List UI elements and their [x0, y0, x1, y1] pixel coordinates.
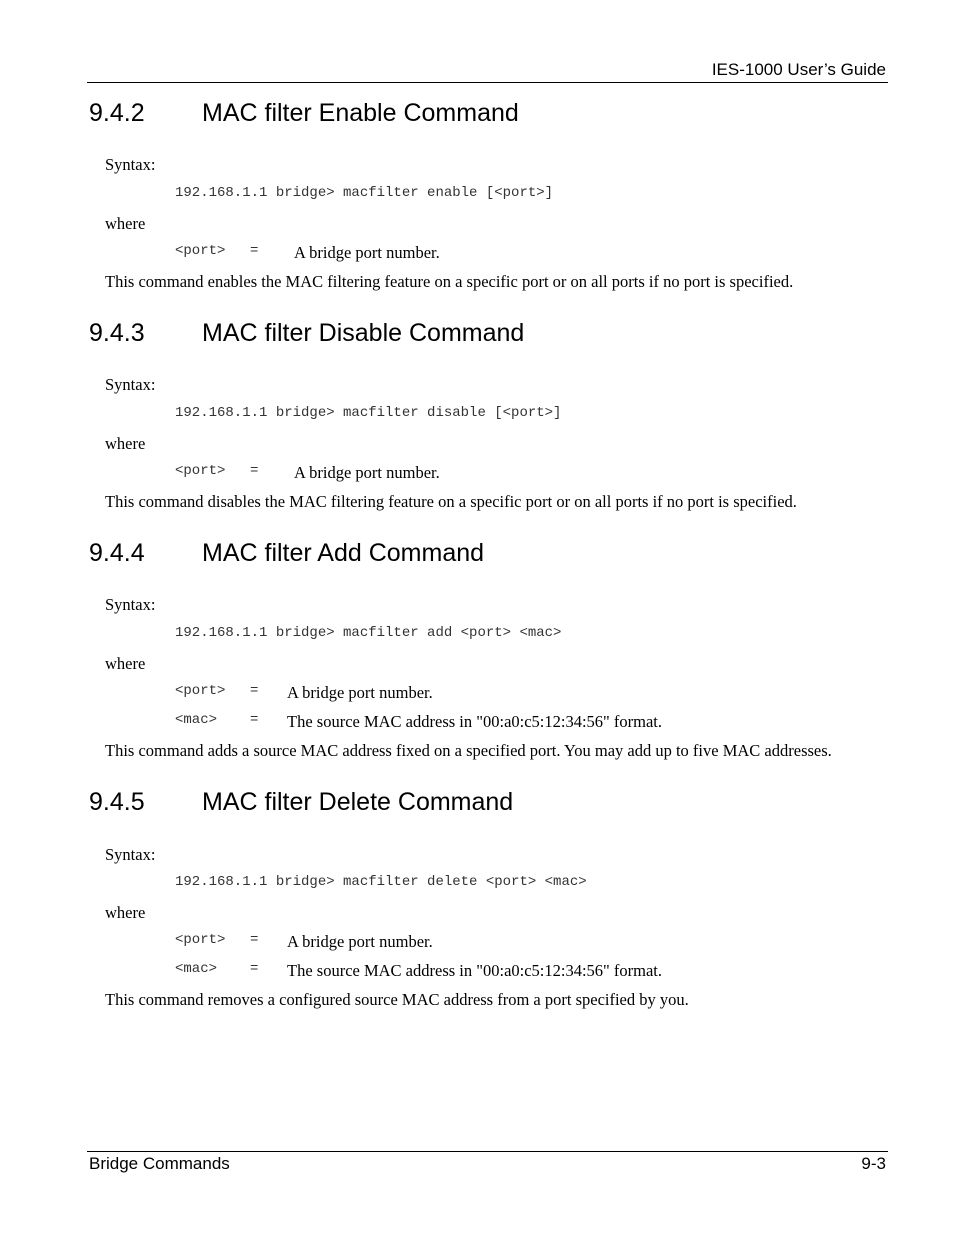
section-number: 9.4.2: [89, 99, 145, 127]
param-description: A bridge port number.: [287, 683, 433, 702]
section-description: This command removes a configured source MAC address from a port specified by you.: [105, 990, 689, 1009]
where-label: where: [105, 903, 146, 922]
syntax-command: 192.168.1.1 bridge> macfilter enable [<port>]: [175, 185, 554, 201]
section-title: MAC filter Disable Command: [202, 319, 525, 347]
where-label: where: [105, 654, 146, 673]
section-description: This command adds a source MAC address fixed on a specified port. You may add up to five MAC addresses.: [105, 741, 832, 760]
param-equals: =: [250, 683, 259, 699]
param-description: A bridge port number.: [294, 243, 440, 262]
section-description: This command enables the MAC filtering feature on a specific port or on all ports if no port is specified.: [105, 272, 794, 291]
guide-title: IES-1000 User’s Guide: [711, 60, 886, 79]
syntax-command: 192.168.1.1 bridge> macfilter delete <port> <mac>: [175, 874, 587, 890]
syntax-label: Syntax:: [105, 155, 156, 174]
param-name: <port>: [175, 243, 226, 259]
param-equals: =: [250, 463, 259, 479]
page-number: 9-3: [861, 1154, 886, 1173]
syntax-command: 192.168.1.1 bridge> macfilter disable [<port>]: [175, 405, 562, 421]
section-heading: [89, 318, 524, 348]
where-label: where: [105, 214, 146, 233]
param-description: A bridge port number.: [287, 932, 433, 951]
param-name: <port>: [175, 683, 226, 699]
section-description: This command disables the MAC filtering feature on a specific port or on all ports if no port is specified.: [105, 492, 797, 511]
param-description: The source MAC address in "00:a0:c5:12:34:56" format.: [287, 961, 663, 980]
section-number: 9.4.5: [89, 788, 145, 816]
running-footer: [87, 1151, 888, 1178]
param-description: A bridge port number.: [294, 463, 440, 482]
where-label: where: [105, 434, 146, 453]
param-description: The source MAC address in "00:a0:c5:12:34:56" format.: [287, 712, 663, 731]
section-heading: [89, 538, 484, 568]
param-name: <mac>: [175, 961, 218, 977]
section-heading: [89, 98, 519, 128]
syntax-label: Syntax:: [105, 375, 156, 394]
param-equals: =: [250, 932, 259, 948]
section-number: 9.4.3: [89, 319, 145, 347]
param-equals: =: [250, 243, 259, 259]
section-heading: [89, 787, 513, 817]
param-name: <port>: [175, 932, 226, 948]
param-name: <mac>: [175, 712, 218, 728]
section-title: MAC filter Delete Command: [202, 788, 514, 816]
param-equals: =: [250, 712, 259, 728]
param-equals: =: [250, 961, 259, 977]
param-name: <port>: [175, 463, 226, 479]
section-number: 9.4.4: [89, 539, 145, 567]
chapter-name: Bridge Commands: [89, 1154, 230, 1173]
syntax-label: Syntax:: [105, 845, 156, 864]
syntax-label: Syntax:: [105, 595, 156, 614]
running-header: [87, 60, 888, 83]
syntax-command: 192.168.1.1 bridge> macfilter add <port> <mac>: [175, 625, 562, 641]
section-title: MAC filter Add Command: [202, 539, 485, 567]
section-title: MAC filter Enable Command: [202, 99, 519, 127]
